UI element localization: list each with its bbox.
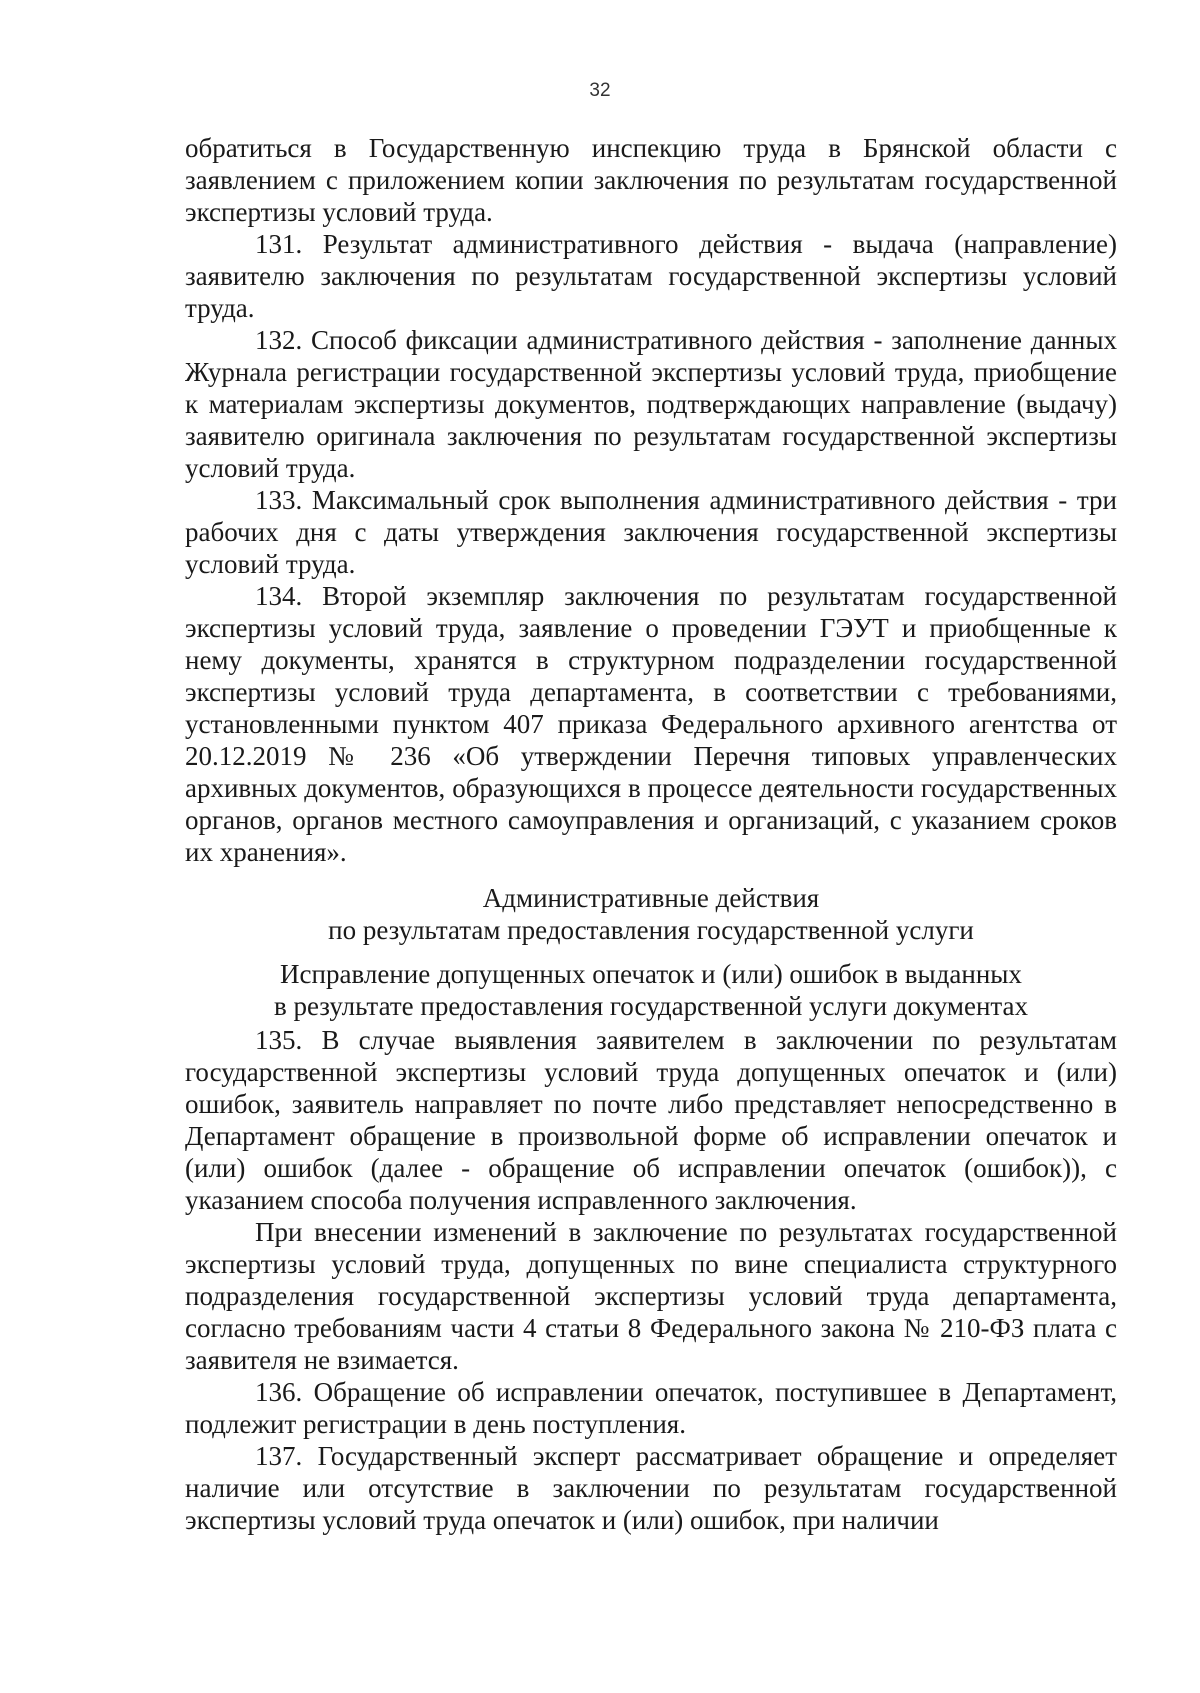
section-heading-line: Исправление допущенных опечаток и (или) ошибок в выданных bbox=[280, 959, 1022, 989]
section-heading-admin-actions bbox=[185, 882, 1117, 946]
paragraph-fee: При внесении изменений в заключение по результатах государственной экспертизы условий труда, допущенных по вине специалиста структурного подразделения государственной экспертизы условий труда департамента, согласно требованиям части 4 статьи 8 Федерального закона № 210-ФЗ плата с заявителя не взимается. bbox=[185, 1217, 1117, 1375]
paragraph-137: 137. Государственный эксперт рассматривает обращение и определяет наличие или отсутствие в заключении по результатам государственной экспертизы условий труда опечаток и (или) ошибок, при наличии bbox=[185, 1441, 1117, 1535]
section-heading-corrections bbox=[185, 958, 1117, 1022]
section-heading-line: в результате предоставления государственной услуги документах bbox=[273, 991, 1029, 1021]
document-body bbox=[185, 132, 1117, 1536]
paragraph-132: 132. Способ фиксации административного действия - заполнение данных Журнала регистрации государственной экспертизы условий труда, приобщение к материалам экспертизы документов, подтверждающих направление (выдачу) заявителю оригинала заключения по результатам государственной экспертизы условий труда. bbox=[185, 325, 1117, 483]
paragraph-133: 133. Максимальный срок выполнения административного действия - три рабочих дня с даты утверждения заключения государственной экспертизы условий труда. bbox=[185, 485, 1117, 579]
paragraph-continuation: обратиться в Государственную инспекцию труда в Брянской области с заявлением с приложением копии заключения по результатам государственной экспертизы условий труда. bbox=[185, 133, 1117, 227]
section-heading-line: Административные действия bbox=[482, 883, 820, 913]
page-number: 32 bbox=[589, 80, 611, 101]
paragraph-131: 131. Результат административного действия - выдача (направление) заявителю заключения по результатам государственной экспертизы условий труда. bbox=[185, 229, 1117, 323]
paragraph-135: 135. В случае выявления заявителем в заключении по результатам государственной экспертизы условий труда допущенных опечаток и (или) ошибок, заявитель направляет по почте либо представляет непосредственно в Департамент обращение в произвольной форме об исправлении опечаток и (или) ошибок (далее - обращение об исправлении опечаток (ошибок)), с указанием способа получения исправленного заключения. bbox=[185, 1025, 1117, 1215]
paragraph-134: 134. Второй экземпляр заключения по результатам государственной экспертизы условий труда, заявление о проведении ГЭУТ и приобщенные к нему документы, хранятся в структурном подразделении государственной экспертизы условий труда департамента, в соответствии с требованиями, установленными пунктом 407 приказа Федерального архивного агентства от 20.12.2019 № 236 «Об утверждении Перечня типовых управленческих архивных документов, образующихся в процессе деятельности государственных органов, органов местного самоуправления и организаций, с указанием сроков их хранения». bbox=[185, 581, 1117, 867]
paragraph-136: 136. Обращение об исправлении опечаток, поступившее в Департамент, подлежит регистрации в день поступления. bbox=[185, 1377, 1117, 1439]
section-heading-line: по результатам предоставления государственной услуги bbox=[328, 915, 974, 945]
